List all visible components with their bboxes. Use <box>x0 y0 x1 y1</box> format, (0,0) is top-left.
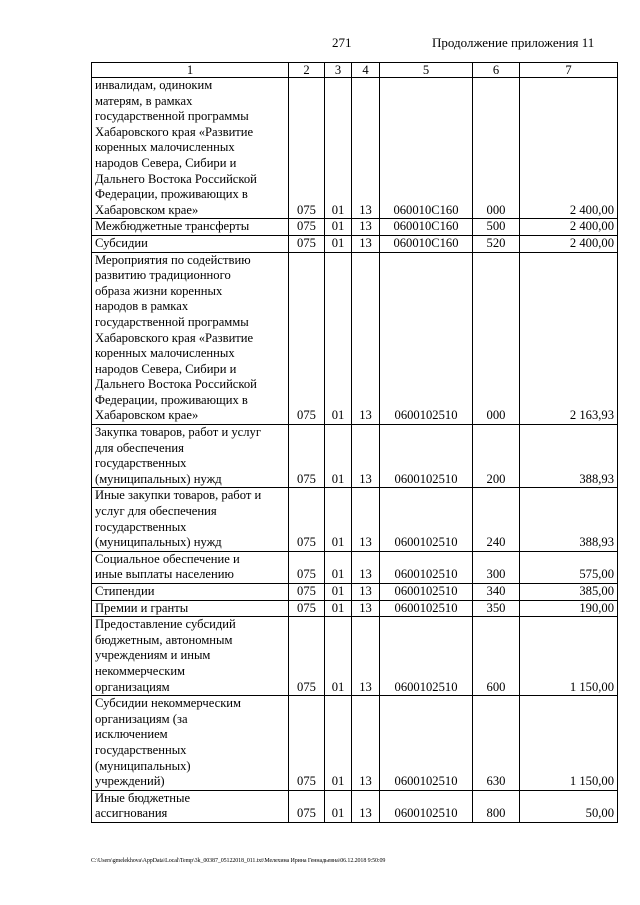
table-row <box>92 488 618 551</box>
column-header: 7 <box>520 63 618 78</box>
subsection-code-cell: 13 <box>352 600 380 617</box>
subsection-code-cell: 13 <box>352 790 380 822</box>
column-header: 6 <box>473 63 520 78</box>
column-header: 1 <box>92 63 289 78</box>
row-name-line: коренных малочисленных <box>95 346 235 361</box>
expense-type-cell: 350 <box>473 600 520 617</box>
target-article-cell: 0600102510 <box>380 617 473 696</box>
table-row <box>92 696 618 791</box>
row-name-line: государственной программы <box>95 314 249 329</box>
row-name-line: Социальное обеспечение и <box>95 551 240 566</box>
row-name-line: Субсидии <box>95 235 148 250</box>
table-row <box>92 219 618 236</box>
row-name-line: исключением <box>95 727 168 742</box>
target-article-cell: 0600102510 <box>380 551 473 583</box>
section-code-cell: 01 <box>325 78 352 219</box>
row-name-line: некоммерческим <box>95 663 186 678</box>
table-row <box>92 584 618 601</box>
subsection-code-cell: 13 <box>352 235 380 252</box>
amount-cell: 2 400,00 <box>520 78 618 219</box>
row-name-line: Межбюджетные трансферты <box>95 219 250 234</box>
grbs-code-cell: 075 <box>289 488 325 551</box>
file-path-footer: C:\Users\gmelekhova\AppData\Local\Temp\3k_00387_05122018_011.txt\Мелехина Ирина Геннадьевна\06.12.2018 9:50:09 <box>91 858 386 864</box>
amount-cell: 1 150,00 <box>520 617 618 696</box>
row-name-line: учреждений) <box>95 774 165 789</box>
expense-type-cell: 800 <box>473 790 520 822</box>
row-name-line: коренных малочисленных <box>95 140 235 155</box>
section-code-cell: 01 <box>325 551 352 583</box>
grbs-code-cell: 075 <box>289 584 325 601</box>
row-name-line: Дальнего Востока Российской <box>95 377 257 392</box>
row-name-line: матерям, в рамках <box>95 93 193 108</box>
row-name-line: (муниципальных) нужд <box>95 535 222 550</box>
expense-type-cell: 340 <box>473 584 520 601</box>
row-name-line: Премии и гранты <box>95 600 189 615</box>
column-header: 4 <box>352 63 380 78</box>
expense-type-cell: 000 <box>473 252 520 425</box>
expense-type-cell: 000 <box>473 78 520 219</box>
expense-type-cell: 520 <box>473 235 520 252</box>
row-name-line: государственных <box>95 456 187 471</box>
target-article-cell: 060010С160 <box>380 78 473 219</box>
target-article-cell: 060010С160 <box>380 219 473 236</box>
grbs-code-cell: 075 <box>289 551 325 583</box>
row-name-line: Хабаровского края «Развитие <box>95 124 254 139</box>
row-name-line: бюджетным, автономным <box>95 632 233 647</box>
row-name-line: Предоставление субсидий <box>95 617 236 632</box>
row-name-line: Хабаровском крае» <box>95 408 199 423</box>
amount-cell: 190,00 <box>520 600 618 617</box>
amount-cell: 2 400,00 <box>520 219 618 236</box>
continuation-label: Продолжение приложения 11 <box>432 35 595 50</box>
row-name-cell <box>92 600 289 617</box>
row-name-line: организациям (за <box>95 711 188 726</box>
section-code-cell: 01 <box>325 696 352 791</box>
row-name-line: Федерации, проживающих в <box>95 392 248 407</box>
row-name-line: инвалидам, одиноким <box>95 78 213 92</box>
row-name-line: для обеспечения <box>95 440 184 455</box>
table-row <box>92 235 618 252</box>
target-article-cell: 060010С160 <box>380 235 473 252</box>
row-name-cell <box>92 790 289 822</box>
row-name-line: иные выплаты населению <box>95 567 234 582</box>
target-article-cell: 0600102510 <box>380 584 473 601</box>
subsection-code-cell: 13 <box>352 78 380 219</box>
subsection-code-cell: 13 <box>352 425 380 488</box>
target-article-cell: 0600102510 <box>380 425 473 488</box>
row-name-line: Хабаровского края «Развитие <box>95 330 254 345</box>
row-name-cell <box>92 78 289 219</box>
section-code-cell: 01 <box>325 600 352 617</box>
row-name-line: Хабаровском крае» <box>95 202 199 217</box>
row-name-line: народов в рамках <box>95 299 189 314</box>
budget-table <box>91 62 618 823</box>
subsection-code-cell: 13 <box>352 617 380 696</box>
row-name-line: народов Севера, Сибири и <box>95 361 237 376</box>
column-header-row <box>92 63 618 78</box>
table-body <box>92 78 618 823</box>
grbs-code-cell: 075 <box>289 252 325 425</box>
expense-type-cell: 630 <box>473 696 520 791</box>
table-row <box>92 551 618 583</box>
row-name-line: (муниципальных) нужд <box>95 471 222 486</box>
amount-cell: 575,00 <box>520 551 618 583</box>
grbs-code-cell: 075 <box>289 617 325 696</box>
section-code-cell: 01 <box>325 584 352 601</box>
grbs-code-cell: 075 <box>289 78 325 219</box>
target-article-cell: 0600102510 <box>380 252 473 425</box>
row-name-line: (муниципальных) <box>95 758 191 773</box>
page-number: 271 <box>332 35 352 50</box>
column-header: 2 <box>289 63 325 78</box>
grbs-code-cell: 075 <box>289 235 325 252</box>
subsection-code-cell: 13 <box>352 488 380 551</box>
section-code-cell: 01 <box>325 252 352 425</box>
grbs-code-cell: 075 <box>289 600 325 617</box>
amount-cell: 388,93 <box>520 488 618 551</box>
subsection-code-cell: 13 <box>352 252 380 425</box>
subsection-code-cell: 13 <box>352 584 380 601</box>
grbs-code-cell: 075 <box>289 696 325 791</box>
section-code-cell: 01 <box>325 235 352 252</box>
amount-cell: 1 150,00 <box>520 696 618 791</box>
table-row <box>92 617 618 696</box>
row-name-cell <box>92 551 289 583</box>
row-name-line: государственных <box>95 742 187 757</box>
row-name-line: образа жизни коренных <box>95 283 223 298</box>
target-article-cell: 0600102510 <box>380 600 473 617</box>
row-name-cell <box>92 696 289 791</box>
amount-cell: 2 400,00 <box>520 235 618 252</box>
row-name-line: развитию традиционного <box>95 268 231 283</box>
expense-type-cell: 300 <box>473 551 520 583</box>
row-name-cell <box>92 584 289 601</box>
section-code-cell: 01 <box>325 219 352 236</box>
amount-cell: 2 163,93 <box>520 252 618 425</box>
row-name-line: ассигнования <box>95 806 168 821</box>
section-code-cell: 01 <box>325 488 352 551</box>
expense-type-cell: 240 <box>473 488 520 551</box>
subsection-code-cell: 13 <box>352 551 380 583</box>
subsection-code-cell: 13 <box>352 219 380 236</box>
row-name-line: услуг для обеспечения <box>95 504 217 519</box>
row-name-cell <box>92 252 289 425</box>
subsection-code-cell: 13 <box>352 696 380 791</box>
table-row <box>92 252 618 425</box>
column-header: 3 <box>325 63 352 78</box>
grbs-code-cell: 075 <box>289 219 325 236</box>
section-code-cell: 01 <box>325 790 352 822</box>
row-name-line: Мероприятия по содействию <box>95 252 251 267</box>
row-name-line: Субсидии некоммерческим <box>95 696 242 711</box>
amount-cell: 50,00 <box>520 790 618 822</box>
section-code-cell: 01 <box>325 425 352 488</box>
row-name-cell <box>92 488 289 551</box>
row-name-line: Дальнего Востока Российской <box>95 171 257 186</box>
expense-type-cell: 600 <box>473 617 520 696</box>
table-row <box>92 425 618 488</box>
target-article-cell: 0600102510 <box>380 696 473 791</box>
grbs-code-cell: 075 <box>289 425 325 488</box>
row-name-line: Закупка товаров, работ и услуг <box>95 425 261 440</box>
expense-type-cell: 500 <box>473 219 520 236</box>
row-name-cell <box>92 617 289 696</box>
table-row <box>92 78 618 219</box>
row-name-line: Стипендии <box>95 584 155 598</box>
row-name-line: государственной программы <box>95 109 249 124</box>
target-article-cell: 0600102510 <box>380 790 473 822</box>
amount-cell: 388,93 <box>520 425 618 488</box>
row-name-line: государственных <box>95 519 187 534</box>
expense-type-cell: 200 <box>473 425 520 488</box>
table-row <box>92 600 618 617</box>
column-header: 5 <box>380 63 473 78</box>
row-name-cell <box>92 425 289 488</box>
row-name-line: Иные бюджетные <box>95 790 191 805</box>
row-name-line: Федерации, проживающих в <box>95 187 248 202</box>
row-name-line: учреждениям и иным <box>95 648 211 663</box>
row-name-line: народов Севера, Сибири и <box>95 155 237 170</box>
amount-cell: 385,00 <box>520 584 618 601</box>
section-code-cell: 01 <box>325 617 352 696</box>
table-row <box>92 790 618 822</box>
row-name-line: Иные закупки товаров, работ и <box>95 488 262 503</box>
row-name-line: организациям <box>95 679 170 694</box>
row-name-cell <box>92 219 289 236</box>
grbs-code-cell: 075 <box>289 790 325 822</box>
target-article-cell: 0600102510 <box>380 488 473 551</box>
row-name-cell <box>92 235 289 252</box>
